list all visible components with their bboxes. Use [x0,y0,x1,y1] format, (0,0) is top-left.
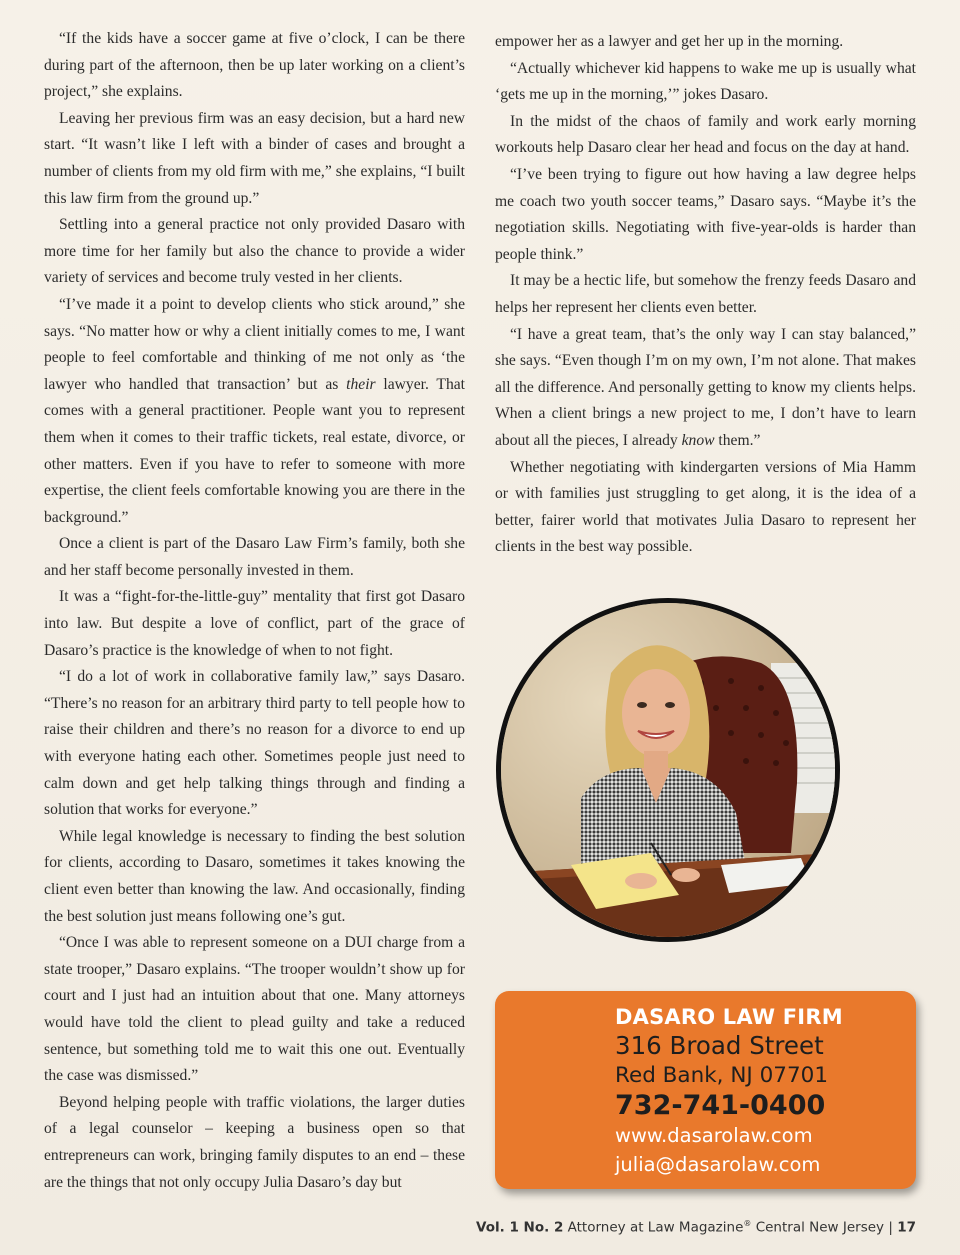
publication-name: Attorney at Law Magazine [567,1219,744,1236]
article-paragraph: Once a client is part of the Dasaro Law Firm’s family, both she and her staff become personally invested in them. [44,535,465,579]
publication-region: Central New Jersey [755,1219,885,1236]
article-paragraph: Whether negotiating with kindergarten versions of Mia Hamm or with families just struggling to get along, it is the idea of a better, fairer world that motivates Julia Dasaro to represent her clients in the best way possible. [495,458,916,556]
article-paragraph: In the midst of the chaos of family and work early morning workouts help Dasaro clear her head and focus on the day at hand. [495,112,916,157]
article-paragraph: It was a “fight-for-the-little-guy” mentality that first got Dasaro into law. But despite a love of conflict, part of the grace of Dasaro’s practice is the knowledge of when to not fight. [44,588,465,659]
registered-mark: ® [743,1219,752,1228]
article-paragraph: Leaving her previous firm was an easy decision, but a hard new start. “It wasn’t like I left with a binder of cases and brought a number of clients from my old firm with me,” she explains, “I built this law firm from the ground up.” [44,109,465,207]
firm-name: DASARO LAW FIRM [615,1005,843,1029]
phone-number: 732-741-0400 [615,1090,826,1121]
article-left-column [44,26,465,1196]
article-paragraph: “I do a lot of work in collaborative family law,” says Dasaro. “There’s no reason for an arbitrary third party to tell people how to raise their children and there’s no reason for a divorce to end up with everyone hating each other. Sometimes people just need to calm down and get help talking things through and finding a solution that works for everyone.” [44,668,465,819]
article-paragraph: “If the kids have a soccer game at five o’clock, I can be there during part of the afternoon, then be up later working on a client’s project,” she explains. [44,30,465,101]
article-paragraph: “I have a great team, that’s the only way I can stay balanced,” she says. “Even though I’m on my own, I’m not alone. That makes all the difference. And personally getting to know my clients helps. When a client brings a new project to me, I don’t have to learn about all the pieces, I already know them.” [495,325,916,449]
page-footer [476,1219,916,1236]
issue-volume: Vol. 1 No. 2 [476,1219,564,1236]
website-link[interactable]: www.dasarolaw.com [615,1124,813,1147]
article-right-column [495,29,916,561]
article-paragraph: empower her as a lawyer and get her up in the morning. [495,33,844,50]
attorney-portrait-photo [496,598,840,942]
article-paragraph: “I’ve made it a point to develop clients who stick around,” she says. “No matter how or why a client initially comes to me, I want people to feel comfortable and thinking of me not only as ‘the lawyer who handled that transaction’ but as their lawyer. That comes with a general practitioner. People want you to represent them when it comes to their traffic tickets, real estate, divorce, or other matters. Even if you have to refer to someone with more expertise, the client feels comfortable knowing you are there in the background.” [44,295,465,526]
page-number: 17 [897,1219,916,1236]
article-paragraph: Settling into a general practice not only provided Dasaro with more time for her family but also the chance to provide a wider variety of services and become truly vested in her clients. [44,216,465,287]
article-paragraph: “Actually whichever kid happens to wake me up is usually what ‘gets me up in the morning,’” jokes Dasaro. [495,59,916,104]
article-paragraph: “Once I was able to represent someone on a DUI charge from a state trooper,” Dasaro explains. “The trooper wouldn’t show up for court and I just had an intuition about that one. Many attorneys would have told the client to plead guilty and take a reduced sentence, but something told me to wait this one out. Eventually the case was dismissed.” [44,934,465,1085]
article-paragraph: While legal knowledge is necessary to finding the best solution for clients, according to Dasaro, sometimes it takes knowing the client even better than knowing the law. And occasionally, finding the best solution just means following one’s gut. [44,827,465,925]
article-paragraph: “I’ve been trying to figure out how having a law degree helps me coach two youth soccer teams,” Dasaro says. “Maybe it’s the negotiation skills. Negotiating with five-year-olds is harder than people think.” [495,165,916,263]
street-address: 316 Broad Street [615,1031,824,1060]
email-link[interactable]: julia@dasarolaw.com [615,1153,821,1176]
article-paragraph: Beyond helping people with traffic violations, the larger duties of a legal counselor – keeping a business open so that entrepreneurs can work, bringing family disputes to an end – these are the things that not only occupy Julia Dasaro’s day but [44,1093,465,1191]
article-paragraph: It may be a hectic life, but somehow the frenzy feeds Dasaro and helps her represent her clients even better. [495,272,916,316]
footer-separator: | [888,1219,893,1236]
city-state-zip: Red Bank, NJ 07701 [615,1063,829,1088]
contact-info-box [495,991,916,1189]
